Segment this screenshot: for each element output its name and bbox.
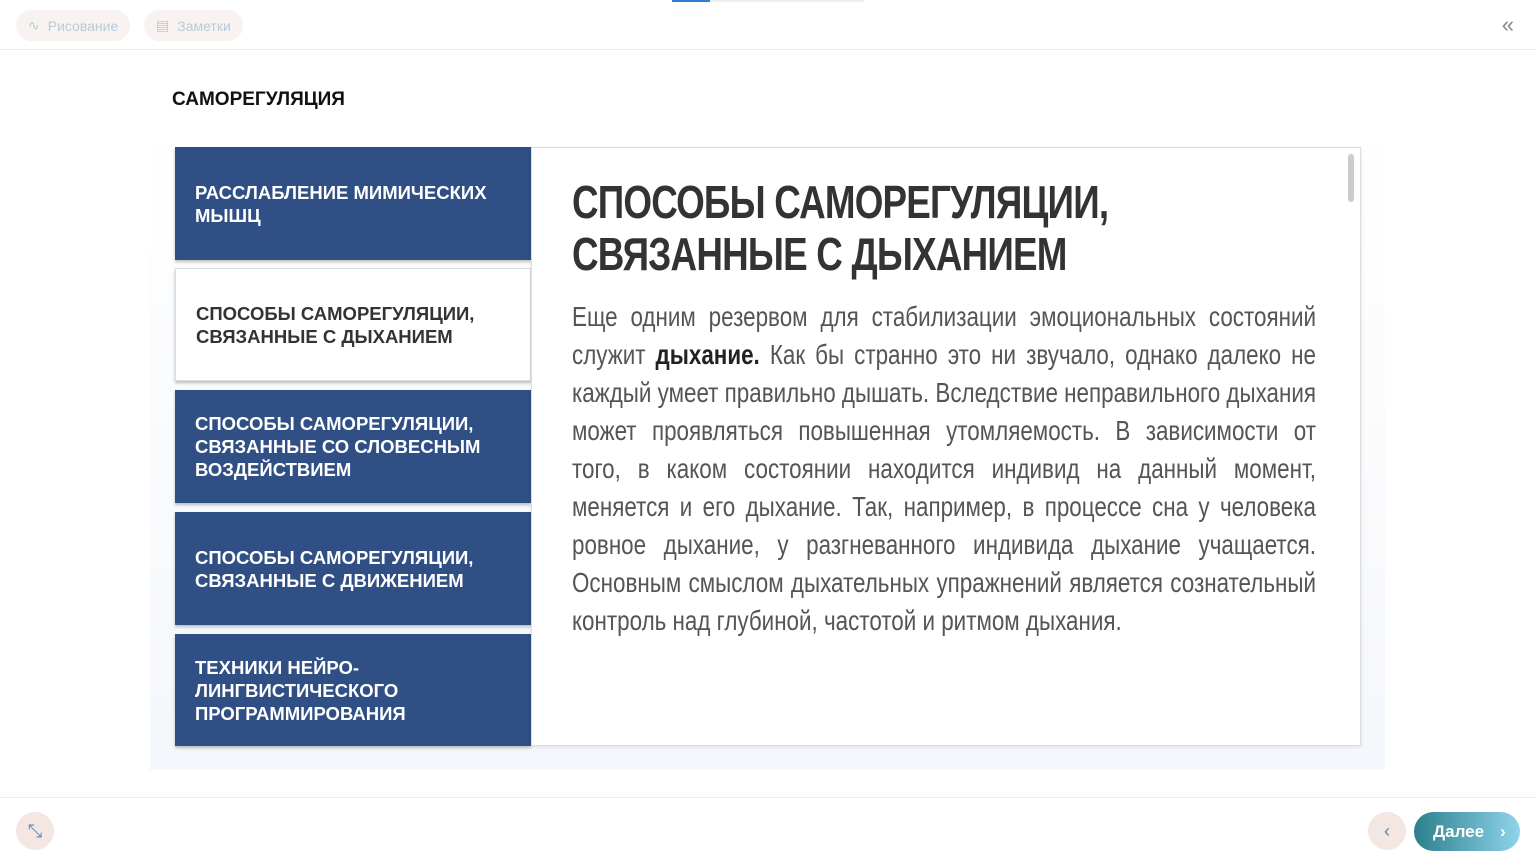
chevron-right-icon: ›	[1500, 821, 1506, 841]
drawing-icon: ∿	[28, 17, 40, 33]
bottom-bar	[0, 797, 1536, 864]
top-toolbar	[0, 0, 1536, 50]
previous-button[interactable]: ‹	[1368, 812, 1406, 850]
exit-fullscreen-icon[interactable]: ⤡	[16, 812, 54, 850]
drawing-button[interactable]: ∿ Рисование	[16, 10, 130, 41]
content-heading: СПОСОБЫ САМОРЕГУЛЯЦИИ, СВЯЗАННЫЕ С ДЫХАНИЕМ	[572, 176, 1109, 280]
scrollbar[interactable]	[1348, 154, 1354, 202]
content-text: Еще одним резервом для стабилизации эмоциональных состояний служит дыхание. Как бы странно это ни звучало, однако далеко не каждый умеет правильно дышать. Вследствие неправильного дыхания может проявляться повышенная утомляемость. В зависимости от того, в каком состоянии находится индивид на данный момент, меняется и его дыхание. Так, например, в процессе сна у человека ровное дыхание, у разгневанного индивида дыхание учащается. Основным смыслом дыхательных упражнений является сознательный контроль над глубиной, частотой и ритмом дыхания.	[572, 301, 1316, 636]
page-title: САМОРЕГУЛЯЦИЯ	[172, 89, 345, 110]
tab-movement[interactable]: СПОСОБЫ САМОРЕГУЛЯЦИИ, СВЯЗАННЫЕ С ДВИЖЕНИЕМ	[175, 512, 531, 625]
tab-breathing[interactable]: СПОСОБЫ САМОРЕГУЛЯЦИИ, СВЯЗАННЫЕ С ДЫХАНИЕМ	[175, 268, 531, 381]
content-panel	[531, 147, 1361, 746]
notes-icon: ▤	[156, 17, 170, 33]
next-button[interactable]: Далее ›	[1414, 812, 1520, 851]
collapse-panel-icon[interactable]: «	[1501, 12, 1514, 37]
tab-verbal[interactable]: СПОСОБЫ САМОРЕГУЛЯЦИИ, СВЯЗАННЫЕ СО СЛОВЕСНЫМ ВОЗДЕЙСТВИЕМ	[175, 390, 531, 503]
tab-facial-muscles[interactable]: РАССЛАБЛЕНИЕ МИМИЧЕСКИХ МЫШЦ	[175, 147, 531, 260]
progress-bar	[672, 0, 864, 2]
tab-nlp[interactable]: ТЕХНИКИ НЕЙРО-ЛИНГВИСТИЧЕСКОГО ПРОГРАММИРОВАНИЯ	[175, 634, 531, 746]
notes-button[interactable]: ▤ Заметки	[144, 10, 243, 41]
